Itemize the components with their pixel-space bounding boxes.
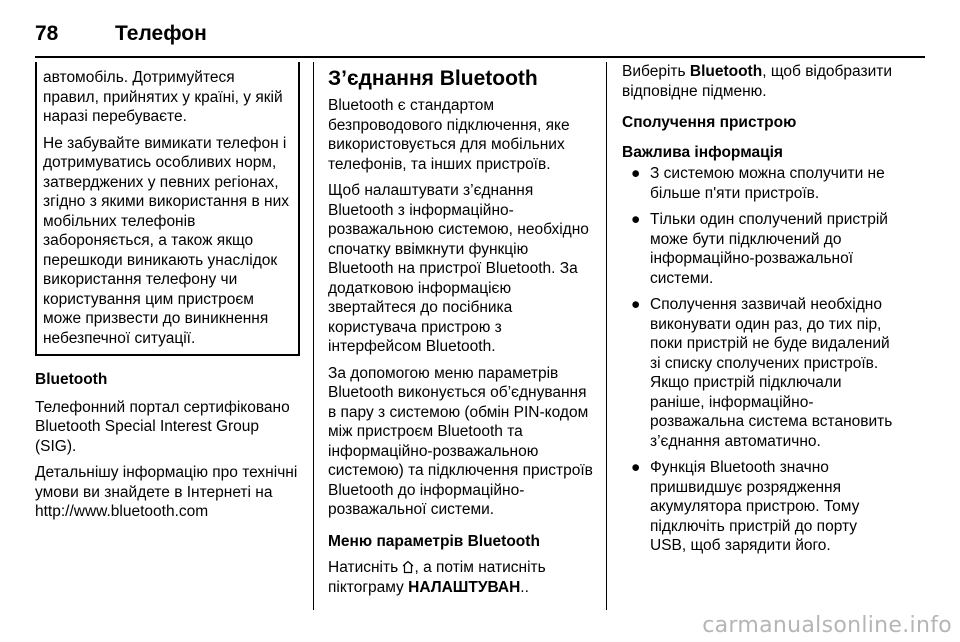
section-heading-bluetooth: Bluetooth [35,371,108,388]
header-rule [35,56,925,58]
paragraph-details [35,463,300,522]
instruction-text-b: , а потім натисніть піктограму [328,559,546,596]
list-item-text: З системою можна сполучити не більше п'яти пристроїв. [650,165,885,202]
list-item [622,164,897,203]
important-info-list [622,164,897,556]
paragraph-sig: Телефонний портал сертифіковано Bluetooth Special Interest Group (SIG). [35,398,290,455]
select-text-b: , щоб відобразити відповідне підменю. [622,63,893,100]
section-heading-connection: З’єднання Bluetooth [328,67,538,90]
instruction-end: .. [520,578,529,596]
notice-box [35,62,300,356]
page-header [35,8,925,48]
bluetooth-label: Bluetooth [689,63,763,80]
column-left [35,62,300,529]
column-middle [328,62,593,604]
page-number: 78 [35,22,59,45]
select-text-a: Виберіть [622,63,686,80]
paragraph-standard: Bluetooth є стандартом безпроводового підключення, яке використовується для мобільних телефонів, та інших пристроїв. [328,97,570,173]
list-item-text: Сполучення зазвичай необхідно виконувати один раз, до тих пір, поки пристрій не буде видалений зі списку сполучених пристроїв. Якщо пристрій підключали раніше, інформаційно-розважальна система встановить з’єднання автоматично. [650,296,893,450]
home-icon [402,560,414,574]
page-title: Телефон [115,22,207,45]
column-divider-1 [313,62,314,610]
bullet-icon: ● [631,296,641,313]
subheading-settings-menu: Меню параметрів Bluetooth [328,532,540,550]
bullet-icon: ● [631,459,641,476]
settings-label: НАЛАШТУВАН [408,578,521,596]
bluetooth-url: http://www.bluetooth.com [35,503,209,520]
watermark: carmanualsonline.info [702,613,952,638]
list-item-text: Функція Bluetooth значно пришвидшує розрядження акумулятора пристрою. Тому підключіть пристрій до порту USB, щоб зарядити його. [650,459,860,554]
column-divider-2 [606,62,607,610]
bullet-icon: ● [631,165,641,182]
list-item [622,295,897,451]
paragraph-pairing: За допомогою меню параметрів Bluetooth виконується об’єднування в пару з системою (обмін PIN-кодом між пристроєм Bluetooth та інформаційно-розважальною системою) та підключення пристроїв Bluetooth до інформаційно-розважальної системи. [328,364,593,518]
list-item-text: Тільки один сполучений пристрій може бути підключений до інформаційно-розважальної системи. [650,211,888,287]
section-heading-pairing: Сполучення пристрою [622,114,797,131]
instruction-text-a: Натисніть [328,559,399,576]
notice-paragraph-2: Не забувайте вимикати телефон і дотримуватись особливих норм, затверджених у певних регіонах, згідно з якими використання в них мобільних телефонів забороняється, а також якщо перешкоди виникають унаслідок використання телефону чи користування цим пристроєм може призвести до виникнення небезпечної ситуації. [43,134,289,347]
paragraph-select [622,62,897,101]
details-text: Детальнішу інформацію про технічні умови ви знайдете в Інтернеті на [35,464,298,501]
list-item [622,210,897,288]
bullet-icon: ● [631,211,641,228]
column-right [622,62,897,563]
paragraph-instructions [328,558,593,597]
subheading-important-info: Важлива інформація [622,143,783,161]
notice-paragraph-1: автомобіль. Дотримуйтеся правил, прийнятих у країні, у якій наразі перебуваєте. [43,69,283,125]
list-item [622,458,897,556]
paragraph-setup: Щоб налаштувати з’єднання Bluetooth з інформаційно-розважальною системою, необхідно спочатку ввімкнути функцію Bluetooth на пристрої Bluetooth. За додатковою інформацією звертайтеся до посібника користувача пристрою з інтерфейсом Bluetooth. [328,182,589,355]
